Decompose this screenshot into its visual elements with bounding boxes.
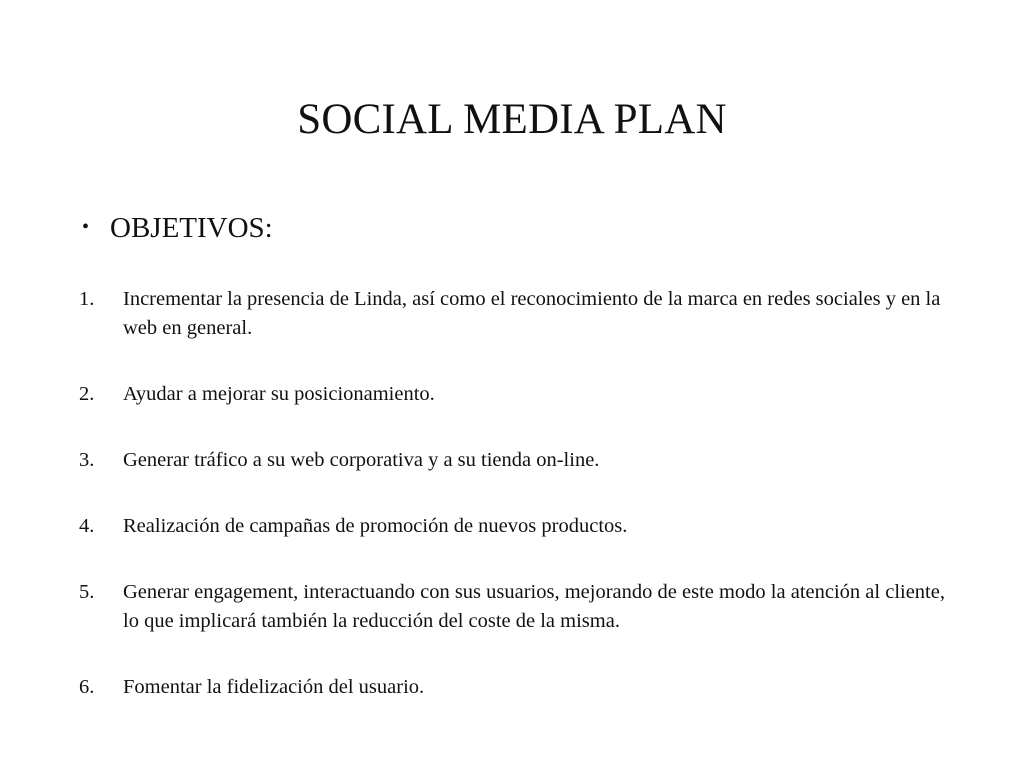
list-item (79, 578, 959, 636)
section-heading-label: OBJETIVOS: (110, 212, 273, 244)
list-item-text: Ayudar a mejorar su posicionamiento. (123, 383, 435, 405)
list-item (79, 380, 959, 409)
list-item (79, 512, 959, 541)
list-item (79, 673, 959, 702)
list-item-text: Realización de campañas de promoción de nuevos productos. (123, 515, 628, 537)
objectives-list (79, 285, 959, 739)
list-item-number: 1. (79, 288, 95, 310)
list-item-number: 5. (79, 581, 95, 603)
list-item (79, 285, 959, 343)
list-item-number: 6. (79, 676, 95, 698)
slide-title: SOCIAL MEDIA PLAN (297, 96, 727, 143)
list-item-number: 4. (79, 515, 95, 537)
list-item-number: 2. (79, 383, 95, 405)
list-item-text: Fomentar la fidelización del usuario. (123, 676, 425, 698)
list-item-text: Generar tráfico a su web corporativa y a su tienda on-line. (123, 449, 600, 471)
list-item-number: 3. (79, 449, 95, 471)
list-item-text: Incrementar la presencia de Linda, así como el reconocimiento de la marca en redes sociales y en la web en general. (123, 288, 941, 339)
bullet-icon: • (82, 216, 90, 238)
section-heading (82, 210, 273, 245)
list-item-text: Generar engagement, interactuando con sus usuarios, mejorando de este modo la atención al cliente, lo que implicará también la reducción del coste de la misma. (123, 581, 945, 632)
list-item (79, 446, 959, 475)
